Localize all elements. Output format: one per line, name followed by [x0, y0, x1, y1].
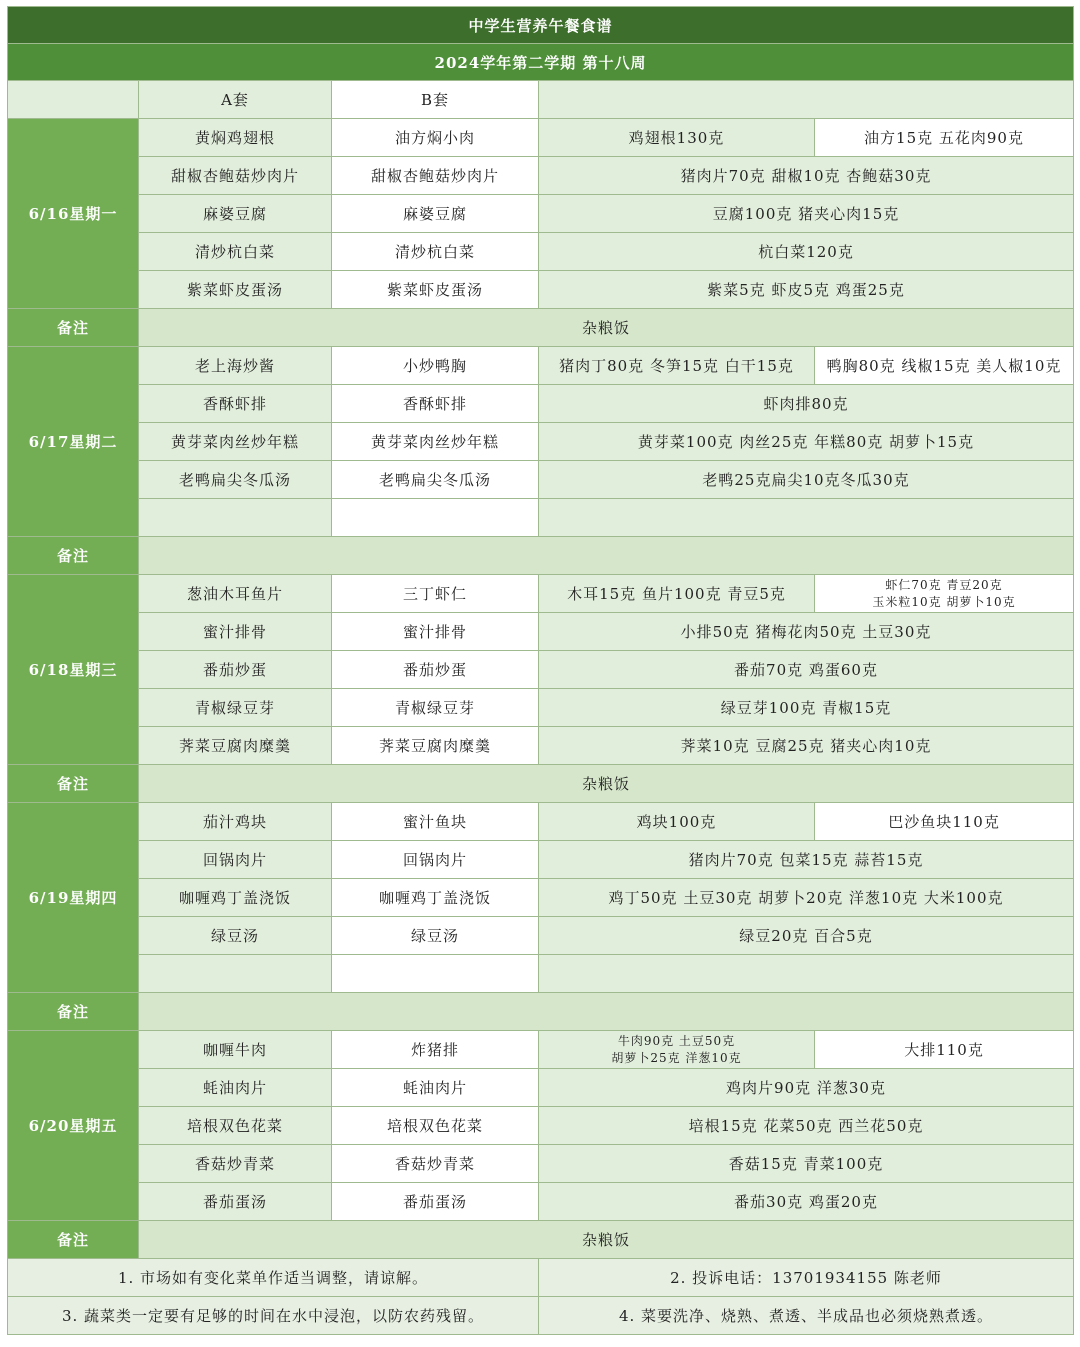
- dish-a: 蚝油肉片: [139, 1069, 332, 1107]
- menu-title: 中学生营养午餐食谱: [8, 7, 1074, 44]
- dish-b: 蜜汁排骨: [332, 613, 539, 651]
- dish-a: [139, 955, 332, 993]
- dish-b: 番茄炒蛋: [332, 651, 539, 689]
- dish-row: [8, 689, 1074, 727]
- dish-a: 茄汁鸡块: [139, 803, 332, 841]
- ingredients-a-line: 牛肉90克 土豆50克: [617, 1033, 736, 1048]
- note-label: 备注: [8, 537, 139, 575]
- dish-b: 甜椒杏鲍菇炒肉片: [332, 157, 539, 195]
- title-row: [8, 7, 1074, 44]
- dish-a: 咖喱鸡丁盖浇饭: [139, 879, 332, 917]
- dish-row: [8, 499, 1074, 537]
- dish-b: [332, 955, 539, 993]
- menu-subtitle: 2024学年第二学期 第十八周: [8, 44, 1074, 81]
- note-label: 备注: [8, 765, 139, 803]
- dish-a: 黄焖鸡翅根: [139, 119, 332, 157]
- dish-b: 麻婆豆腐: [332, 195, 539, 233]
- ingredients: 猪肉片70克 包菜15克 蒜苔15克: [539, 841, 1074, 879]
- note-row: [8, 993, 1074, 1031]
- dish-row: [8, 955, 1074, 993]
- ingredients-b-line: 玉米粒10克 胡萝卜10克: [872, 594, 1016, 609]
- ingredients: 鸡丁50克 土豆30克 胡萝卜20克 洋葱10克 大米100克: [539, 879, 1074, 917]
- ingredients-b-line: 虾仁70克 青豆20克: [885, 577, 1003, 592]
- dish-row: [8, 119, 1074, 157]
- note-value: [139, 537, 1074, 575]
- dish-a: [139, 499, 332, 537]
- ingredients-b: [815, 575, 1074, 613]
- header-set-a: A套: [139, 81, 332, 119]
- dish-b: 绿豆汤: [332, 917, 539, 955]
- ingredients: 豆腐100克 猪夹心肉15克: [539, 195, 1074, 233]
- dish-b: 荠菜豆腐肉糜羹: [332, 727, 539, 765]
- note-value: [139, 993, 1074, 1031]
- ingredients: 绿豆20克 百合5克: [539, 917, 1074, 955]
- dish-a: 荠菜豆腐肉糜羹: [139, 727, 332, 765]
- dish-b: 香菇炒青菜: [332, 1145, 539, 1183]
- ingredients: [539, 955, 1074, 993]
- dish-a: 葱油木耳鱼片: [139, 575, 332, 613]
- dish-a: 蜜汁排骨: [139, 613, 332, 651]
- dish-a: 番茄炒蛋: [139, 651, 332, 689]
- dish-b: 青椒绿豆芽: [332, 689, 539, 727]
- ingredients: 紫菜5克 虾皮5克 鸡蛋25克: [539, 271, 1074, 309]
- lunch-menu-table: [7, 6, 1074, 1335]
- day-label: 6/19星期四: [8, 803, 139, 993]
- note-row: [8, 1221, 1074, 1259]
- ingredients: 培根15克 花菜50克 西兰花50克: [539, 1107, 1074, 1145]
- dish-row: [8, 1107, 1074, 1145]
- ingredients: 鸡肉片90克 洋葱30克: [539, 1069, 1074, 1107]
- ingredients: 绿豆芽100克 青椒15克: [539, 689, 1074, 727]
- ingredients: 虾肉排80克: [539, 385, 1074, 423]
- dish-a: 黄芽菜肉丝炒年糕: [139, 423, 332, 461]
- dish-a: 紫菜虾皮蛋汤: [139, 271, 332, 309]
- dish-a: 培根双色花菜: [139, 1107, 332, 1145]
- ingredients: 老鸭25克扁尖10克冬瓜30克: [539, 461, 1074, 499]
- dish-b: 清炒杭白菜: [332, 233, 539, 271]
- dish-row: [8, 727, 1074, 765]
- dish-b: 黄芽菜肉丝炒年糕: [332, 423, 539, 461]
- ingredients: 杭白菜120克: [539, 233, 1074, 271]
- footer-note-3: 3. 蔬菜类一定要有足够的时间在水中浸泡，以防农药残留。: [8, 1297, 539, 1335]
- ingredients: 番茄70克 鸡蛋60克: [539, 651, 1074, 689]
- note-value: 杂粮饭: [139, 309, 1074, 347]
- day-label: 6/18星期三: [8, 575, 139, 765]
- header-ingredients: [539, 81, 1074, 119]
- dish-a: 甜椒杏鲍菇炒肉片: [139, 157, 332, 195]
- header-set-b: B套: [332, 81, 539, 119]
- header-row: [8, 81, 1074, 119]
- dish-a: 麻婆豆腐: [139, 195, 332, 233]
- dish-row: [8, 423, 1074, 461]
- dish-row: [8, 1183, 1074, 1221]
- dish-row: [8, 271, 1074, 309]
- ingredients: 黄芽菜100克 肉丝25克 年糕80克 胡萝卜15克: [539, 423, 1074, 461]
- dish-b: 蚝油肉片: [332, 1069, 539, 1107]
- dish-a: 香菇炒青菜: [139, 1145, 332, 1183]
- dish-row: [8, 1145, 1074, 1183]
- note-row: [8, 537, 1074, 575]
- ingredients: 番茄30克 鸡蛋20克: [539, 1183, 1074, 1221]
- ingredients-a-line: 胡萝卜25克 洋葱10克: [611, 1050, 742, 1065]
- ingredients-a: 猪肉丁80克 冬笋15克 白干15克: [539, 347, 815, 385]
- ingredients-a: [539, 1031, 815, 1069]
- dish-row: [8, 195, 1074, 233]
- note-value: 杂粮饭: [139, 1221, 1074, 1259]
- ingredients-b: 鸭胸80克 线椒15克 美人椒10克: [815, 347, 1074, 385]
- dish-a: 绿豆汤: [139, 917, 332, 955]
- dish-b: 蜜汁鱼块: [332, 803, 539, 841]
- ingredients: 小排50克 猪梅花肉50克 土豆30克: [539, 613, 1074, 651]
- footer-row: [8, 1297, 1074, 1335]
- dish-row: [8, 841, 1074, 879]
- note-label: 备注: [8, 309, 139, 347]
- dish-b: 回锅肉片: [332, 841, 539, 879]
- dish-a: 老上海炒酱: [139, 347, 332, 385]
- dish-row: [8, 347, 1074, 385]
- footer-row: [8, 1259, 1074, 1297]
- dish-row: [8, 879, 1074, 917]
- dish-row: [8, 461, 1074, 499]
- dish-a: 青椒绿豆芽: [139, 689, 332, 727]
- dish-b: 老鸭扁尖冬瓜汤: [332, 461, 539, 499]
- ingredients-b: 大排110克: [815, 1031, 1074, 1069]
- ingredients-b: 巴沙鱼块110克: [815, 803, 1074, 841]
- note-row: [8, 765, 1074, 803]
- dish-row: [8, 803, 1074, 841]
- note-value: 杂粮饭: [139, 765, 1074, 803]
- ingredients: 荠菜10克 豆腐25克 猪夹心肉10克: [539, 727, 1074, 765]
- dish-row: [8, 613, 1074, 651]
- dish-a: 番茄蛋汤: [139, 1183, 332, 1221]
- dish-row: [8, 385, 1074, 423]
- dish-a: 老鸭扁尖冬瓜汤: [139, 461, 332, 499]
- day-label: 6/17星期二: [8, 347, 139, 537]
- dish-b: 香酥虾排: [332, 385, 539, 423]
- dish-a: 回锅肉片: [139, 841, 332, 879]
- dish-b: 番茄蛋汤: [332, 1183, 539, 1221]
- dish-row: [8, 1069, 1074, 1107]
- dish-a: 咖喱牛肉: [139, 1031, 332, 1069]
- header-empty-cell: [8, 81, 139, 119]
- note-label: 备注: [8, 1221, 139, 1259]
- dish-row: [8, 233, 1074, 271]
- dish-b: 小炒鸭胸: [332, 347, 539, 385]
- dish-a: 香酥虾排: [139, 385, 332, 423]
- footer-note-4: 4. 菜要洗净、烧熟、煮透、半成品也必须烧熟煮透。: [539, 1297, 1074, 1335]
- dish-row: [8, 651, 1074, 689]
- dish-b: [332, 499, 539, 537]
- ingredients: 猪肉片70克 甜椒10克 杏鲍菇30克: [539, 157, 1074, 195]
- subtitle-row: [8, 44, 1074, 81]
- dish-b: 炸猪排: [332, 1031, 539, 1069]
- ingredients: 香菇15克 青菜100克: [539, 1145, 1074, 1183]
- ingredients-a: 鸡翅根130克: [539, 119, 815, 157]
- day-label: 6/16星期一: [8, 119, 139, 309]
- footer-note-1: 1. 市场如有变化菜单作适当调整，请谅解。: [8, 1259, 539, 1297]
- ingredients-a: 鸡块100克: [539, 803, 815, 841]
- ingredients: [539, 499, 1074, 537]
- ingredients-a: 木耳15克 鱼片100克 青豆5克: [539, 575, 815, 613]
- dish-row: [8, 575, 1074, 613]
- dish-b: 咖喱鸡丁盖浇饭: [332, 879, 539, 917]
- dish-row: [8, 1031, 1074, 1069]
- note-row: [8, 309, 1074, 347]
- footer-note-2: 2. 投诉电话：13701934155 陈老师: [539, 1259, 1074, 1297]
- dish-row: [8, 157, 1074, 195]
- dish-b: 三丁虾仁: [332, 575, 539, 613]
- dish-row: [8, 917, 1074, 955]
- ingredients-b: 油方15克 五花肉90克: [815, 119, 1074, 157]
- dish-b: 培根双色花菜: [332, 1107, 539, 1145]
- dish-a: 清炒杭白菜: [139, 233, 332, 271]
- day-label: 6/20星期五: [8, 1031, 139, 1221]
- note-label: 备注: [8, 993, 139, 1031]
- dish-b: 紫菜虾皮蛋汤: [332, 271, 539, 309]
- dish-b: 油方焖小肉: [332, 119, 539, 157]
